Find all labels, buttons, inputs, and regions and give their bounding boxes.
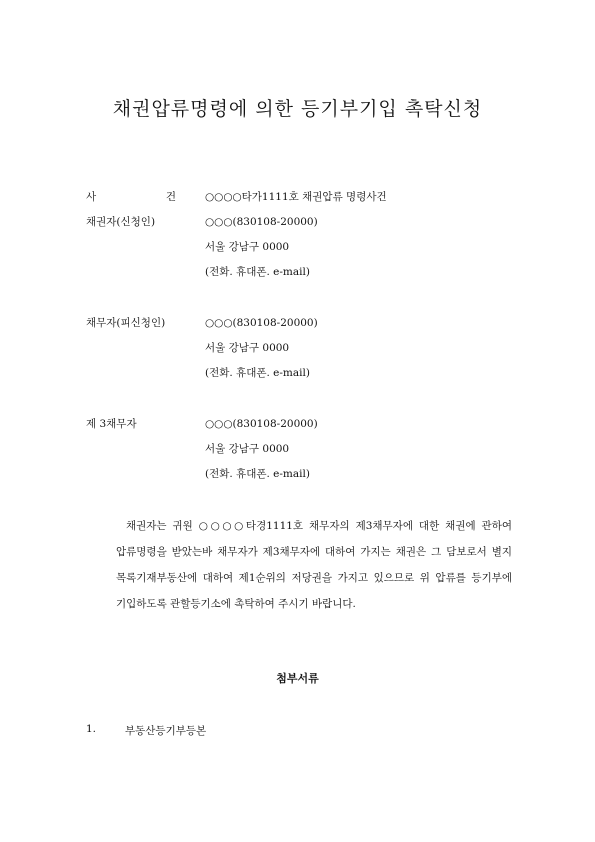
case-label — [86, 190, 176, 204]
third-debtor-label: 제 3채무자 — [86, 418, 137, 430]
case-label-part2: 건 — [165, 191, 176, 203]
attachments-heading: 첨부서류 — [276, 672, 319, 685]
debtor-name: ○○○(830108-20000) — [205, 317, 318, 329]
document-title: 채권압류명령에 의한 등기부기입 촉탁신청 — [112, 98, 483, 120]
third-debtor-name: ○○○(830108-20000) — [205, 418, 318, 430]
creditor-label: 채권자(신청인) — [86, 216, 156, 228]
third-debtor-contact: (전화. 휴대폰. e-mail) — [205, 468, 310, 480]
debtor-address: 서울 강남구 0000 — [205, 342, 290, 354]
attachment-text: 부동산등기부등본 — [125, 725, 207, 737]
case-number: ○○○○타가1111호 채권압류 명령사건 — [205, 191, 387, 203]
creditor-name: ○○○(830108-20000) — [205, 216, 318, 228]
debtor-label: 채무자(피신청인) — [86, 317, 166, 329]
debtor-contact: (전화. 휴대폰. e-mail) — [205, 367, 310, 379]
case-label-part1: 사 — [86, 191, 97, 203]
creditor-address: 서울 강남구 0000 — [205, 241, 290, 253]
request-body-paragraph: 채권자는 귀원 ○○○○타경1111호 채무자의 제3채무자에 대한 채권에 관하여 압류명령을 받았는바 채무자가 제3채무자에 대하여 가지는 채권은 그 담보로서 별지 목록기재부동산에 대하여 제1순위의 저당권을 가지고 있으므로 위 압류를 등기부에 기입하도록 관할등기소에 촉탁하여 주시기 바랍니다. — [116, 520, 512, 610]
attachment-number: 1. — [86, 723, 97, 735]
creditor-contact: (전화. 휴대폰. e-mail) — [205, 266, 310, 278]
third-debtor-address: 서울 강남구 0000 — [205, 443, 290, 455]
